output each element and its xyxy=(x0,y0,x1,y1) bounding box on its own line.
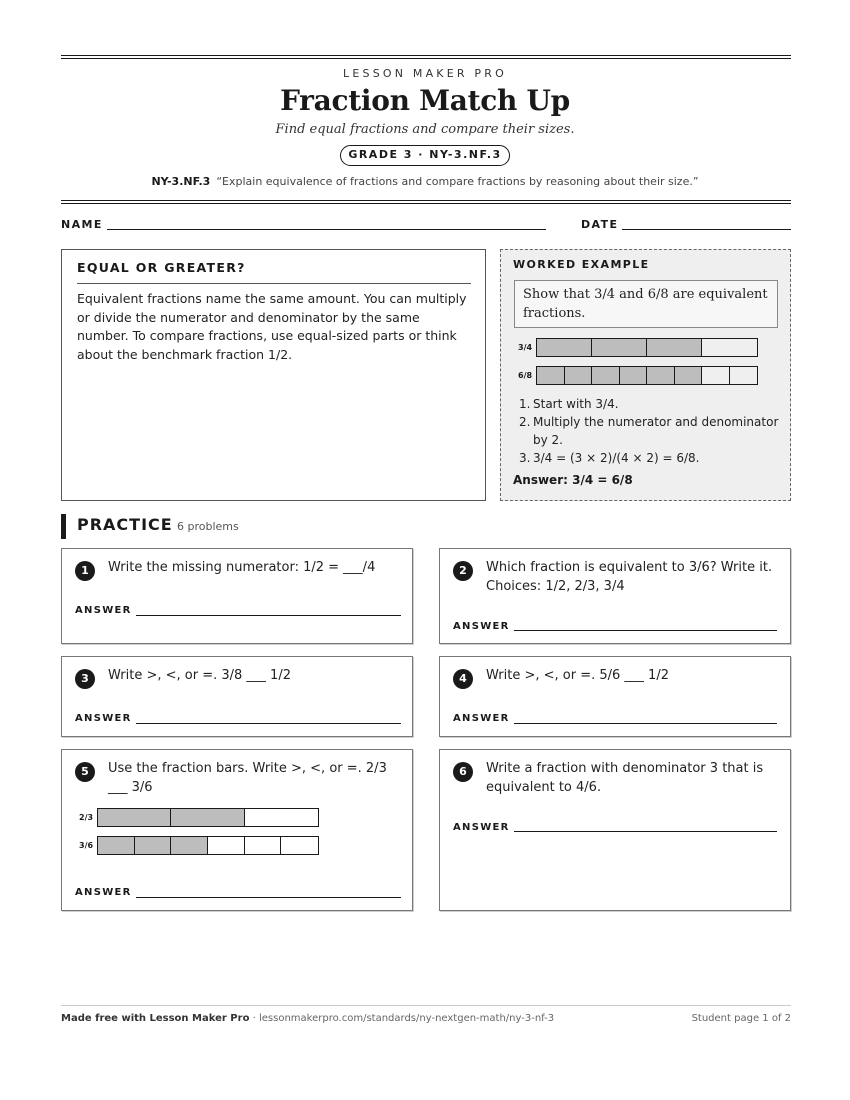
fraction-bar xyxy=(97,836,319,855)
practice-accent-bar xyxy=(61,514,66,539)
name-input-line[interactable] xyxy=(107,229,546,230)
answer-label: ANSWER xyxy=(453,621,510,632)
footer-credit xyxy=(61,1013,554,1024)
problem-text: Use the fraction bars. Write >, <, or =. 2/3 ___ 3/6 xyxy=(108,761,387,795)
footer-url[interactable]: · lessonmakerpro.com/standards/ny-nextgen-math/ny-3-nf-3 xyxy=(252,1013,555,1024)
standard-line xyxy=(0,175,850,188)
worked-step: 1. Start with 3/4. xyxy=(519,397,619,411)
fraction-bar-part-shaded xyxy=(592,367,620,384)
answer-label: ANSWER xyxy=(75,713,132,724)
fraction-bar xyxy=(97,808,319,827)
header-bottom-rule xyxy=(61,200,791,201)
worked-example-box xyxy=(500,249,791,501)
answer-label: ANSWER xyxy=(453,713,510,724)
answer-line[interactable] xyxy=(514,723,777,724)
intro-body: Equivalent fractions name the same amount. You can multiply or divide the numerator and denominator by the same number. To compare fractions, use equal-sized parts or think about the benchmark fraction 1/2. xyxy=(77,291,467,362)
fraction-bar-part-shaded xyxy=(675,367,703,384)
fraction-bar-part-shaded xyxy=(647,367,675,384)
problem-text: Write a fraction with denominator 3 that is equivalent to 4/6. xyxy=(486,761,764,795)
problem-card-4 xyxy=(439,656,791,737)
problem-number-badge: 3 xyxy=(75,669,95,689)
answer-line[interactable] xyxy=(136,723,401,724)
problem-text: Write the missing numerator: 1/2 = ___/4 xyxy=(108,560,376,575)
fraction-bar xyxy=(536,338,758,357)
header-bottom-rule-2 xyxy=(61,203,791,204)
fraction-bar-label: 3/6 xyxy=(79,841,94,850)
standard-code: NY-3.NF.3 xyxy=(151,175,211,188)
date-label: DATE xyxy=(581,218,619,231)
problem-number-badge: 5 xyxy=(75,762,95,782)
answer-label: ANSWER xyxy=(75,605,132,616)
intro-title: EQUAL OR GREATER? xyxy=(77,260,246,275)
fraction-bar-part-shaded xyxy=(565,367,593,384)
worked-step: 2. Multiply the numerator and denominator by 2. xyxy=(519,415,779,447)
fraction-bar-part-shaded xyxy=(135,837,172,854)
fraction-bar-part-shaded xyxy=(647,339,702,356)
fraction-bar-part-empty xyxy=(730,367,758,384)
problem-card-2 xyxy=(439,548,791,644)
fraction-bar-part-shaded xyxy=(537,339,592,356)
fraction-bar-part-empty xyxy=(281,837,318,854)
grade-badge: GRADE 3 · NY-3.NF.3 xyxy=(340,145,510,166)
problem-number-badge: 4 xyxy=(453,669,473,689)
fraction-bar xyxy=(536,366,758,385)
fraction-bar-part-empty xyxy=(702,367,730,384)
problem-number-badge: 6 xyxy=(453,762,473,782)
problem-number-badge: 2 xyxy=(453,561,473,581)
fraction-bar-part-shaded xyxy=(620,367,648,384)
name-label: NAME xyxy=(61,218,103,231)
fraction-bar-part-empty xyxy=(245,837,282,854)
fraction-bar-part-shaded xyxy=(537,367,565,384)
answer-line[interactable] xyxy=(514,831,777,832)
fraction-bar-label: 6/8 xyxy=(518,371,533,380)
fraction-bar-part-empty xyxy=(245,809,318,826)
problem-card-1 xyxy=(61,548,413,644)
problem-text: Write >, <, or =. 5/6 ___ 1/2 xyxy=(486,668,669,683)
fraction-bar-part-shaded xyxy=(171,809,244,826)
answer-label: ANSWER xyxy=(453,822,510,833)
answer-line[interactable] xyxy=(136,897,401,898)
fraction-bar-part-shaded xyxy=(592,339,647,356)
worked-example-steps xyxy=(514,395,789,467)
brand-name: LESSON MAKER PRO xyxy=(343,67,507,80)
date-input-line[interactable] xyxy=(622,229,791,230)
fraction-bar-part-empty xyxy=(702,339,757,356)
problem-text: Write >, <, or =. 3/8 ___ 1/2 xyxy=(108,668,291,683)
answer-label: ANSWER xyxy=(75,887,132,898)
answer-line[interactable] xyxy=(136,615,401,616)
page-title: Fraction Match Up xyxy=(280,84,570,117)
worked-step: 3. 3/4 = (3 × 2)/(4 × 2) = 6/8. xyxy=(519,451,700,465)
problem-text: Which fraction is equivalent to 3/6? Write it. Choices: 1/2, 2/3, 3/4 xyxy=(486,560,773,594)
fraction-bar-label: 2/3 xyxy=(79,813,94,822)
header-top-rule-2 xyxy=(61,58,791,59)
standard-text: “Explain equivalence of fractions and compare fractions by reasoning about their size.” xyxy=(216,175,699,188)
page-subtitle: Find equal fractions and compare their sizes. xyxy=(275,122,575,137)
fraction-bar-part-shaded xyxy=(98,809,171,826)
fraction-bar-part-empty xyxy=(208,837,245,854)
problem-card-5 xyxy=(61,749,413,911)
practice-count: 6 problems xyxy=(177,520,239,533)
intro-box xyxy=(61,249,486,501)
answer-line[interactable] xyxy=(514,630,777,631)
footer-rule xyxy=(61,1005,791,1006)
fraction-bar-part-shaded xyxy=(98,837,135,854)
header-top-rule xyxy=(61,55,791,56)
problem-card-6 xyxy=(439,749,791,911)
worked-example-answer: Answer: 3/4 = 6/8 xyxy=(513,473,633,487)
footer-made-with: Made free with Lesson Maker Pro xyxy=(61,1013,250,1024)
practice-title: PRACTICE xyxy=(77,515,173,534)
problem-card-3 xyxy=(61,656,413,737)
fraction-bar-part-shaded xyxy=(171,837,208,854)
fraction-bar-label: 3/4 xyxy=(518,343,533,352)
problem-number-badge: 1 xyxy=(75,561,95,581)
footer-page-number: Student page 1 of 2 xyxy=(691,1013,791,1024)
intro-divider xyxy=(77,283,471,284)
worked-example-title: WORKED EXAMPLE xyxy=(513,258,650,271)
worked-example-prompt: Show that 3/4 and 6/8 are equivalent fractions. xyxy=(514,280,778,328)
